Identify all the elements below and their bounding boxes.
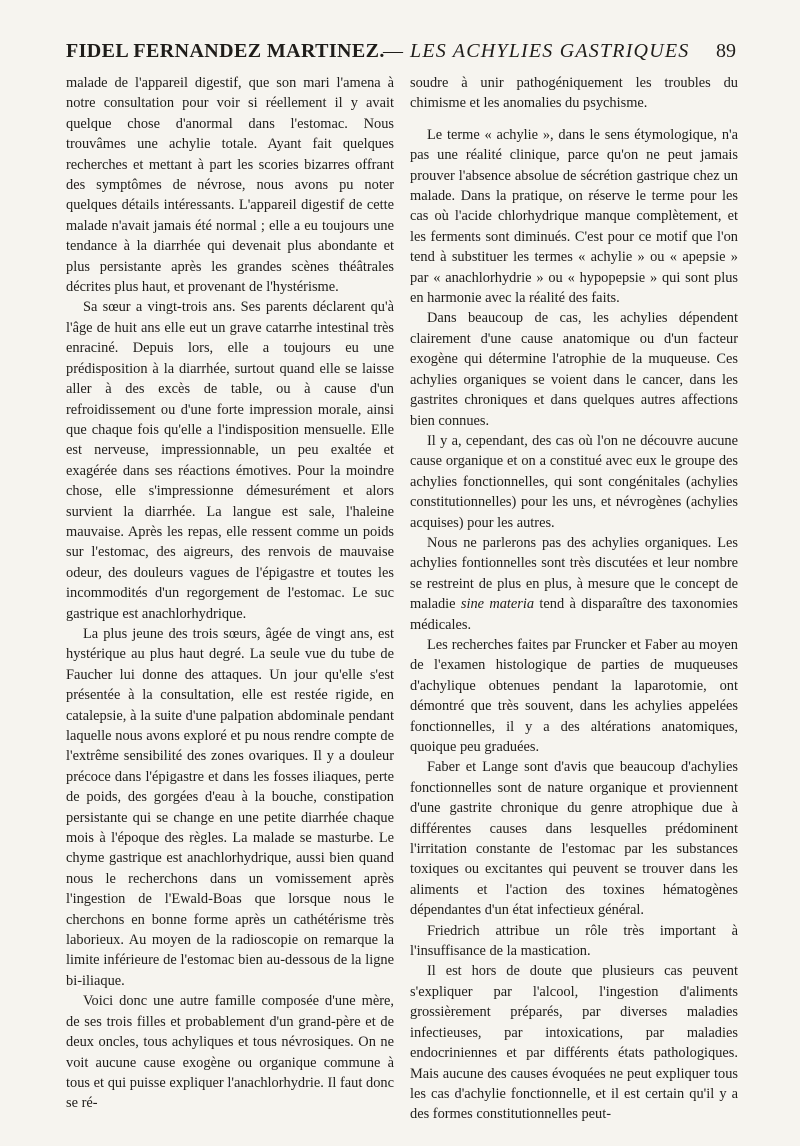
paragraph: Voici donc une autre famille composée d'une mère, de ses trois filles et probablement d'un grand-père et de deux oncles, tous achyliques et tous névrosiques. On ne voit aucune cause exogène ou organique commune à tous et qui puisse expliquer l'anachlorhydrie. Il faut donc se ré- <box>66 993 394 1112</box>
header-title: LES ACHYLIES GASTRIQUES <box>410 40 690 62</box>
left-column <box>66 73 394 1114</box>
paragraph: Faber et Lange sont d'avis que beaucoup d'achylies fonctionnelles sont de nature organique et proviennent d'une gastrite chronique du genre atrophique due à différentes causes dans lesquelles prédominent l'irritation constante de l'estomac par les substances toxiques ou excitantes qui peuvent se trouver dans les aliments et l'action des toxines hématogènes dépendantes d'un état infectieux général. <box>410 759 738 919</box>
running-header <box>66 40 736 66</box>
paragraph: Dans beaucoup de cas, les achylies dépendent clairement d'une cause anatomique ou d'un facteur exogène qui détermine l'atrophie de la muqueuse. Ces achylies organiques se voient dans le cancer, dans les gastrites chroniques et dans quelques autres affections bien connues. <box>410 310 738 429</box>
paragraph: Sa sœur a vingt-trois ans. Ses parents déclarent qu'à l'âge de huit ans elle eut un grave catarrhe intestinal très enraciné. Depuis lors, elle a toujours eu une prédisposition à la diarrhée, surtout quand elle se laisse aller à des excès de table, ou à cause d'un refroidissement ou d'une forte impression morale, ainsi que chaque fois qu'elle a l'indisposition mensuelle. Elle est nerveuse, impressionnable, un peu exaltée et exagérée dans ses réactions émotives. Pour la moindre chose, elle s'impressionne démesurément et alors survient la diarrhée. La langue est sale, l'haleine mauvaise. Après les repas, elle ressent comme un poids sur l'estomac, des aigreurs, des renvois de mauvaise odeur, des douleurs vagues de l'épigastre et toutes les incommodités d'un regorgement de l'estomac. Le suc gastrique est anachlorhydrique. <box>66 299 394 622</box>
right-column <box>410 73 738 1125</box>
paragraph: Les recherches faites par Fruncker et Faber au moyen de l'examen histologique de parties de muqueuses d'achylique obtenues pendant la laparotomie, ont démontré que très souvent, dans les achylies appelées fonctionnelles, il y a des altérations anatomiques, quoique peu graduées. <box>410 636 738 755</box>
paragraph: Le terme « achylie », dans le sens étymologique, n'a pas une réalité clinique, parce qu'on ne peut jamais prouver l'absence absolue de sécrétion gastrique chez un malade. Dans la pratique, on réserve le terme pour les cas où l'acide chlorhydrique manque complètement, et les ferments sont diminués. C'est pour ce motif que l'on tend à substituer les termes « achylie » ou « apepsie » par « anachlorhydrie » ou « hypopepsie » qui sont plus en harmonie avec la réalité des faits. <box>410 126 738 307</box>
italic-term: sine materia <box>460 596 535 613</box>
paragraph: malade de l'appareil digestif, que son mari l'amena à notre consultation pour voir si réellement il y avait quelque chose d'anormal dans l'estomac. Nous trouvâmes une achylie totale. Ayant fait quelques recherches et mettant à part les scories bizarres offrant des symptômes de névrose, nous avons pu noter quelques détails intéressants. L'appareil digestif de cette malade n'avait jamais été normal ; elle a eu toujours une tendance à la diarrhée qui devenait plus abondante et plus persistante après les grandes scènes théâtrales décrites plus haut, et provenant de l'hystérisme. <box>66 75 394 296</box>
paragraph: Il y a, cependant, des cas où l'on ne découvre aucune cause organique et on a constitué avec eux le groupe des achylies fonctionnelles, qui sont congénitales (achylies constitutionnelles) pour les uns, et névrogènes (achylies acquises) pour les autres. <box>410 432 738 531</box>
paragraph: Il est hors de doute que plusieurs cas peuvent s'expliquer par l'alcool, l'ingestion d'aliments grossièrement préparés, par diverses maladies infectieuses, par intoxications, par maladies endocriniennes et par différents états pathologiques. Mais aucune des causes évoquées ne peut expliquer tous les cas d'achylie fonctionnelle, et il est certain qu'il y a des formes constitutionnelles peut- <box>410 963 738 1123</box>
paragraph-text: Nous ne parlerons pas des achylies organiques. Les achylies fontionnelles sont très discutées et leur nombre se restreint de plus en plus, à mesure que le concept de maladie <box>410 534 738 613</box>
paragraph: Friedrich attribue un rôle très important à l'insuffisance de la mastication. <box>410 922 738 960</box>
paragraph: La plus jeune des trois sœurs, âgée de vingt ans, est hystérique au plus haut degré. La seule vue du tube de Faucher lui donne des attaques. Un jour qu'elle s'est présentée à la consultation, elle est restée rigide, en catalepsie, à la suite d'une palpation abdominale pendant laquelle nous avons exploré et pu nous rendre compte de l'extrême sensibilité des zones ovariques. Il y a douleur précoce dans l'épigastre et dans les fosses iliaques, perte de poids, des gorgées d'eau à la bouche, constipation persistante qui se change en une petite diarrhée chaque mois à l'époque des règles. La malade se masturbe. Le chyme gastrique est anachlorhydrique, aussi bien quand nous le recherchons dans un vomissement après l'ingestion de l'Ewald-Boas que lorsque nous le cherchons en bonne forme après un cathétérisme très laborieux. Au moyen de la radioscopie on remarque la limite inférieure de l'estomac bien au-dessous de la ligne bi-iliaque. <box>66 625 394 989</box>
paragraph-text: tend à disparaître des taxonomies médicales. <box>410 596 738 633</box>
header-author: FIDEL FERNANDEZ MARTINEZ. <box>66 40 385 62</box>
header-separator: — <box>383 40 403 62</box>
paragraph <box>410 533 738 635</box>
paragraph: soudre à unir pathogéniquement les troubles du chimisme et les anomalies du psychisme. <box>410 75 738 112</box>
page-number: 89 <box>716 40 736 62</box>
